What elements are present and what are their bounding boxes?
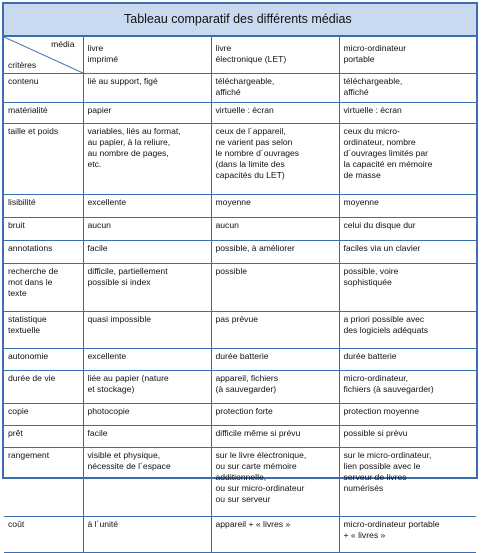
- value-cell: [211, 102, 339, 123]
- table-title: Tableau comparatif des différents médias: [4, 4, 476, 37]
- header-criteria-label: critères: [8, 59, 37, 70]
- value-line: lié au support, figé: [87, 75, 158, 86]
- table-row: [4, 425, 476, 447]
- value-line: ou sur micro-ordinateur: [215, 482, 305, 493]
- table-row: [4, 240, 476, 263]
- value-line: pas prévue: [215, 313, 259, 324]
- value-cell: [83, 240, 211, 263]
- criterion-line: copie: [8, 405, 29, 416]
- value-cell: [211, 403, 339, 425]
- value-cell: [83, 370, 211, 403]
- value-line: ne varient pas selon: [215, 136, 293, 147]
- value-line: protection moyenne: [343, 405, 419, 416]
- value-cell: [83, 348, 211, 370]
- value-line: aucun: [215, 219, 239, 230]
- value-line: capacités du LET): [215, 169, 285, 180]
- value-line: serveur de livres: [343, 471, 407, 482]
- criterion-line: texte: [8, 287, 27, 298]
- value-line: papier: [87, 104, 112, 115]
- criterion-line: autonomie: [8, 350, 49, 361]
- value-line: possible, à améliorer: [215, 242, 295, 253]
- value-cell: [339, 311, 476, 348]
- value-line: téléchargeable,: [343, 75, 403, 86]
- value-line: photocopie: [87, 405, 130, 416]
- criterion-cell: [4, 240, 83, 263]
- column-header-line: électronique (LET): [215, 54, 287, 64]
- value-line: de masse: [343, 169, 381, 180]
- value-cell: [339, 73, 476, 102]
- value-cell: [211, 311, 339, 348]
- header-corner-cell: [4, 37, 83, 73]
- value-cell: [339, 403, 476, 425]
- value-line: visible et physique,: [87, 449, 161, 460]
- value-line: liée au papier (nature: [87, 372, 169, 383]
- value-cell: [211, 516, 339, 552]
- value-cell: [339, 240, 476, 263]
- value-line: etc.: [87, 158, 102, 169]
- value-line: possible si prévu: [343, 427, 408, 438]
- criterion-cell: [4, 73, 83, 102]
- column-header-3: [339, 37, 476, 73]
- value-line: micro-ordinateur,: [343, 372, 408, 383]
- criterion-line: taille et poids: [8, 125, 59, 136]
- criterion-line: statistique: [8, 313, 47, 324]
- header-row: [4, 37, 476, 73]
- value-cell: [339, 194, 476, 217]
- value-line: ou sur serveur: [215, 493, 271, 504]
- column-header-line: micro-ordinateur: [343, 43, 407, 53]
- criterion-line: bruit: [8, 219, 25, 230]
- value-cell: [339, 217, 476, 240]
- criterion-line: matérialité: [8, 104, 48, 115]
- value-cell: [211, 217, 339, 240]
- value-line: difficile même si prévu: [215, 427, 301, 438]
- comparison-table-frame: [2, 2, 478, 540]
- criterion-line: mot dans le: [8, 276, 53, 287]
- comparison-table: [4, 37, 476, 553]
- value-cell: [211, 263, 339, 311]
- criterion-line: contenu: [8, 75, 39, 86]
- value-line: numérisés: [343, 482, 384, 493]
- table-row: [4, 217, 476, 240]
- value-line: à l´unité: [87, 518, 119, 529]
- value-line: a priori possible avec: [343, 313, 425, 324]
- table-row: [4, 194, 476, 217]
- table-row: [4, 73, 476, 102]
- value-cell: [83, 403, 211, 425]
- value-line: excellente: [87, 196, 127, 207]
- value-cell: [211, 370, 339, 403]
- criterion-line: coût: [8, 518, 25, 529]
- value-line: et stockage): [87, 383, 135, 394]
- table-row: [4, 348, 476, 370]
- criterion-line: lisibilité: [8, 196, 36, 207]
- criterion-line: prêt: [8, 427, 23, 438]
- table-row: [4, 123, 476, 194]
- value-line: au papier, à la reliure,: [87, 136, 171, 147]
- value-cell: [83, 102, 211, 123]
- value-line: affiché: [343, 86, 369, 97]
- value-cell: [83, 263, 211, 311]
- value-line: quasi impossible: [87, 313, 152, 324]
- criterion-line: durée de vie: [8, 372, 56, 383]
- value-line: excellente: [87, 350, 127, 361]
- value-line: appareil + « livres »: [215, 518, 291, 529]
- value-cell: [83, 311, 211, 348]
- value-line: moyenne: [215, 196, 251, 207]
- value-line: ceux de l´appareil,: [215, 125, 286, 136]
- value-line: ceux du micro-: [343, 125, 400, 136]
- value-cell: [339, 447, 476, 516]
- value-line: possible si index: [87, 276, 151, 287]
- criterion-cell: [4, 123, 83, 194]
- value-cell: [211, 425, 339, 447]
- value-cell: [83, 194, 211, 217]
- value-line: facile: [87, 242, 108, 253]
- column-header-line: livre: [87, 43, 104, 53]
- criterion-line: recherche de: [8, 265, 59, 276]
- table-row: [4, 311, 476, 348]
- value-cell: [211, 123, 339, 194]
- value-line: variables, liés au format,: [87, 125, 181, 136]
- criterion-cell: [4, 217, 83, 240]
- value-line: téléchargeable,: [215, 75, 275, 86]
- criterion-cell: [4, 348, 83, 370]
- value-cell: [211, 240, 339, 263]
- value-cell: [211, 194, 339, 217]
- value-line: virtuelle : écran: [215, 104, 274, 115]
- value-line: le nombre d´ouvrages: [215, 147, 300, 158]
- column-header-line: portable: [343, 54, 375, 64]
- criterion-line: annotations: [8, 242, 53, 253]
- value-line: au nombre de pages,: [87, 147, 169, 158]
- value-line: micro-ordinateur portable: [343, 518, 440, 529]
- value-line: difficile, partiellement: [87, 265, 168, 276]
- value-line: faciles via un clavier: [343, 242, 421, 253]
- criterion-cell: [4, 425, 83, 447]
- column-header-1: [83, 37, 211, 73]
- value-line: durée batterie: [215, 350, 269, 361]
- value-line: sur le livre électronique,: [215, 449, 307, 460]
- value-cell: [339, 370, 476, 403]
- table-row: [4, 516, 476, 552]
- value-line: appareil, fichiers: [215, 372, 279, 383]
- value-line: nécessite de l´espace: [87, 460, 171, 471]
- value-line: (dans la limite des: [215, 158, 285, 169]
- value-line: fichiers (à sauvegarder): [343, 383, 434, 394]
- table-row: [4, 370, 476, 403]
- header-media-label: média: [51, 39, 75, 49]
- criterion-cell: [4, 194, 83, 217]
- value-line: durée batterie: [343, 350, 397, 361]
- table-row: [4, 263, 476, 311]
- value-line: des logiciels adéquats: [343, 324, 429, 335]
- value-line: moyenne: [343, 196, 379, 207]
- criterion-cell: [4, 370, 83, 403]
- value-line: lien possible avec le: [343, 460, 421, 471]
- criterion-cell: [4, 263, 83, 311]
- value-line: affiché: [215, 86, 241, 97]
- value-line: aucun: [87, 219, 111, 230]
- criterion-line: textuelle: [8, 324, 41, 335]
- value-line: la capacité en mémoire: [343, 158, 433, 169]
- column-header-2: [211, 37, 339, 73]
- value-cell: [211, 447, 339, 516]
- value-line: sophistiquée: [343, 276, 392, 287]
- column-header-line: imprimé: [87, 54, 119, 64]
- value-line: additionnelle,: [215, 471, 267, 482]
- value-line: protection forte: [215, 405, 273, 416]
- value-cell: [339, 425, 476, 447]
- criterion-cell: [4, 447, 83, 516]
- value-cell: [83, 447, 211, 516]
- value-cell: [83, 516, 211, 552]
- table-row: [4, 102, 476, 123]
- value-cell: [83, 425, 211, 447]
- value-line: ordinateur, nombre: [343, 136, 416, 147]
- value-line: ou sur carte mémoire: [215, 460, 297, 471]
- value-line: facile: [87, 427, 108, 438]
- value-cell: [83, 123, 211, 194]
- criterion-cell: [4, 311, 83, 348]
- value-cell: [339, 263, 476, 311]
- value-cell: [339, 102, 476, 123]
- criterion-line: rangement: [8, 449, 50, 460]
- value-line: sur le micro-ordinateur,: [343, 449, 432, 460]
- value-cell: [339, 123, 476, 194]
- table-row: [4, 447, 476, 516]
- value-cell: [211, 348, 339, 370]
- value-line: d´ouvrages limités par: [343, 147, 429, 158]
- column-header-line: livre: [215, 43, 232, 53]
- value-line: + « livres »: [343, 529, 386, 540]
- value-cell: [339, 348, 476, 370]
- value-line: possible, voire: [343, 265, 399, 276]
- value-cell: [211, 73, 339, 102]
- value-cell: [83, 217, 211, 240]
- value-line: celui du disque dur: [343, 219, 416, 230]
- table-row: [4, 403, 476, 425]
- value-line: possible: [215, 265, 248, 276]
- criterion-cell: [4, 516, 83, 552]
- value-line: virtuelle : écran: [343, 104, 402, 115]
- value-line: (à sauvegarder): [215, 383, 277, 394]
- criterion-cell: [4, 403, 83, 425]
- value-cell: [339, 516, 476, 552]
- criterion-cell: [4, 102, 83, 123]
- value-cell: [83, 73, 211, 102]
